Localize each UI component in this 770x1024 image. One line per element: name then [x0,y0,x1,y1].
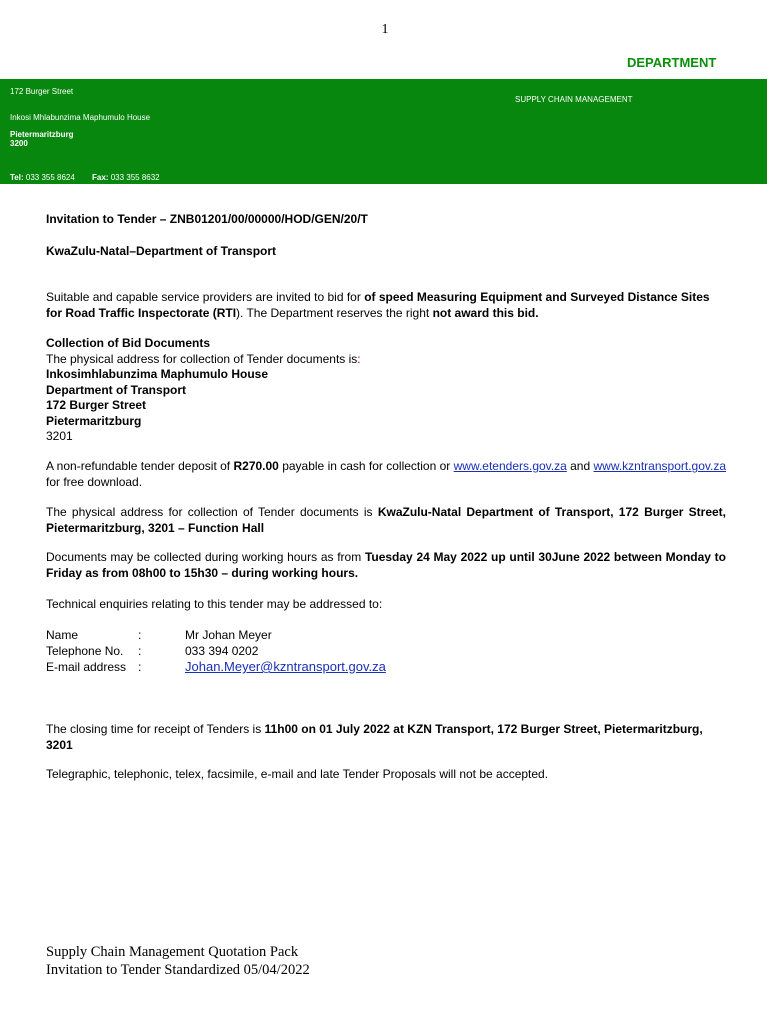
late-notice: Telegraphic, telephonic, telex, facsimile, e-mail and late Tender Proposals will not be accepted. [46,767,549,781]
collection-hours-paragraph: Documents may be collected during working hours as from Tuesday 24 May 2022 up until 30June 2022 between Monday to Friday as from 08h00 to 15h30 – during working hours. [46,550,726,580]
letterhead-unit: SUPPLY CHAIN MANAGEMENT [515,95,633,104]
letterhead-street: 172 Burger Street [10,87,74,96]
letterhead-fax: Fax: 033 355 8632 [92,173,160,182]
separator: : [138,628,142,642]
contact-email-label: E-mail address [46,660,127,674]
collection-line: Pietermaritzburg [46,413,142,428]
collection-line: Inkosimhlabunzima Maphumulo House [46,367,269,381]
collection-line: 172 Burger Street [46,398,147,412]
enquiries-line: Technical enquiries relating to this tender may be addressed to: [46,597,383,611]
collection-block [46,336,726,445]
letterhead-band [0,79,767,184]
collection-postcode: 3201 [46,429,73,443]
separator: : [138,644,142,658]
page-number: 1 [381,22,389,37]
collection-line: Department of Transport [46,382,187,397]
contact-email-link[interactable]: Johan.Meyer@kzntransport.gov.za [185,659,386,674]
department-name: KwaZulu-Natal–Department of Transport [46,244,277,258]
collection-heading: Collection of Bid Documents [46,336,211,350]
separator: : [138,660,142,674]
contact-phone: 033 394 0202 [185,644,259,658]
contact-phone-label: Telephone No. [46,644,124,658]
letterhead-city: Pietermaritzburg [10,130,74,139]
footer-line: Invitation to Tender Standardized 05/04/2022 [46,962,310,978]
tender-reference: Invitation to Tender – ZNB01201/00/00000/HOD/GEN/20/T [46,212,368,226]
etenders-link[interactable]: www.etenders.gov.za [453,459,567,473]
deposit-paragraph: A non-refundable tender deposit of R270.00 payable in cash for collection or www.etenders.gov.za and www.kzntransport.gov.za for free download. [46,459,726,489]
letterhead-postcode: 3200 [10,139,28,148]
kzntransport-link[interactable]: www.kzntransport.gov.za [593,459,726,473]
letterhead-tel: Tel: 033 355 8624 [10,173,75,182]
letterhead-building: Inkosi Mhlabunzima Maphumulo House [10,113,151,122]
collection-lead: The physical address for collection of Tender documents is: [46,351,361,366]
closing-paragraph: The closing time for receipt of Tenders is 11h00 on 01 July 2022 at KZN Transport, 172 Burger Street, Pietermaritzburg, 3201 [46,722,703,752]
intro-paragraph: Suitable and capable service providers are invited to bid for of speed Measuring Equipment and Surveyed Distance Sites for Road Traffic Inspectorate (RTI). The Department reserves the right not award this bid. [46,290,710,320]
footer-line: Supply Chain Management Quotation Pack [46,944,299,960]
page-footer [46,943,310,979]
physical-address-paragraph: The physical address for collection of Tender documents is KwaZulu-Natal Department of Transport, 172 Burger Street, Pietermaritzburg, 3201 – Function Hall [46,505,727,535]
contact-name: Mr Johan Meyer [185,628,272,642]
contact-name-label: Name [46,628,79,642]
department-heading: DEPARTMENT [627,55,717,70]
